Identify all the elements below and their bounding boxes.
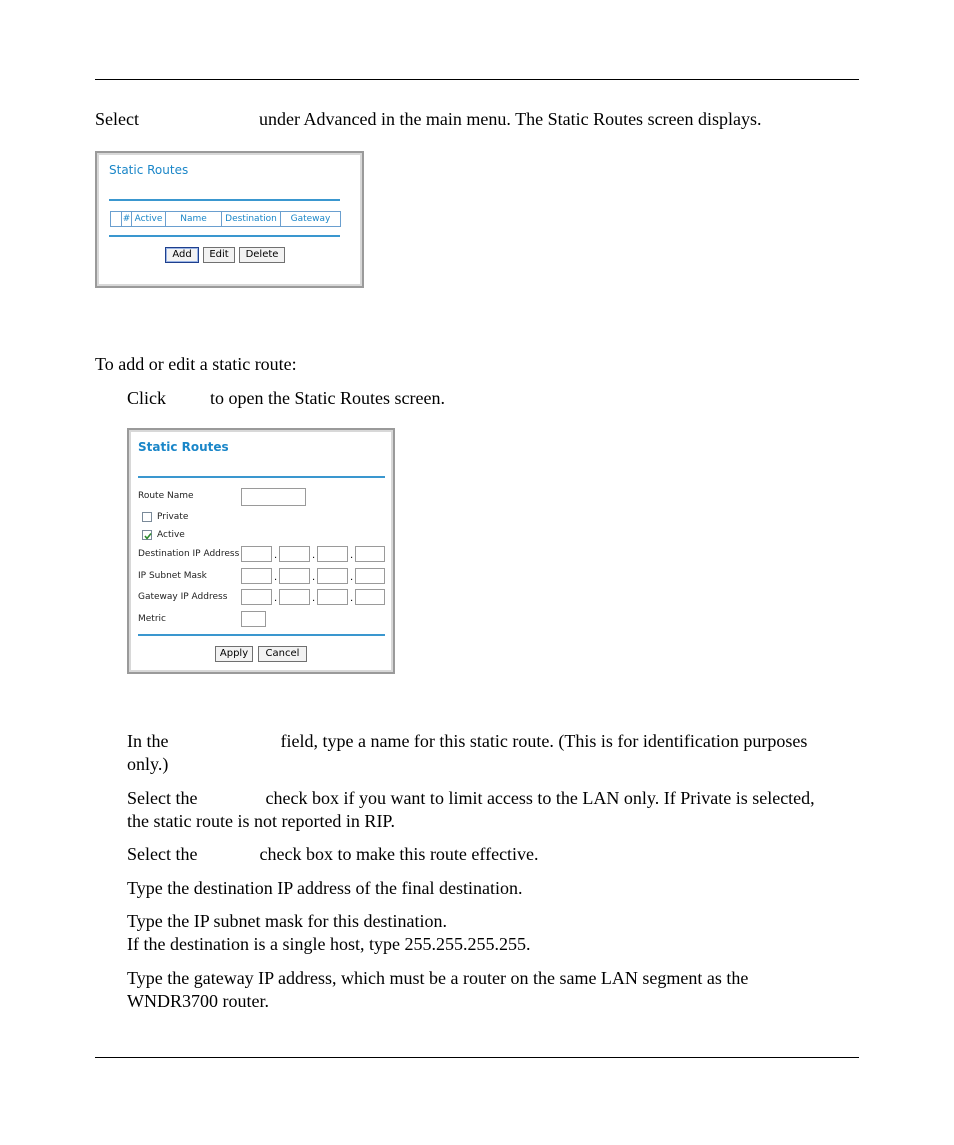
step-1-rest: to open the Static Routes screen. [210,388,445,408]
add-edit-heading: To add or edit a static route: [95,354,297,374]
step-5: Type the destination IP address of the final destination. [127,878,523,898]
ip-separator: . [350,550,354,561]
gateway-octet-2[interactable] [279,589,310,605]
form-title-divider [138,476,385,478]
cancel-button[interactable]: Cancel [258,646,307,662]
step-2-b: field, type a name for this static route. (This is for identification purposes [280,731,808,751]
intro-select-word: Select [95,109,139,129]
step-3-a: Select the [127,788,198,808]
step-4-b: check box to make this route effective. [259,844,539,864]
metric-input[interactable] [241,611,266,627]
col-number: # [122,214,131,224]
step-1-click: Click [127,388,166,408]
screen-title: Static Routes [109,163,189,177]
gateway-octet-4[interactable] [355,589,385,605]
ip-separator: . [312,550,316,561]
dest-ip-octet-2[interactable] [279,546,310,562]
metric-label: Metric [138,614,166,624]
ip-separator: . [350,572,354,583]
apply-button[interactable]: Apply [215,646,253,662]
col-active: Active [131,212,165,226]
ip-separator: . [274,593,278,604]
destination-ip-label: Destination IP Address [138,549,240,559]
dest-ip-octet-4[interactable] [355,546,385,562]
subnet-octet-3[interactable] [317,568,348,584]
route-name-input[interactable] [241,488,306,506]
static-routes-list-screen [95,151,364,288]
private-checkbox[interactable] [142,512,152,522]
ip-separator: . [312,572,316,583]
step-2-a: In the [127,731,169,751]
subnet-octet-2[interactable] [279,568,310,584]
gateway-octet-1[interactable] [241,589,272,605]
step-3-line-2: the static route is not reported in RIP. [127,811,395,831]
form-bottom-divider [138,634,385,636]
step-2-line-2: only.) [127,754,169,774]
header-rule [95,79,859,80]
edit-button[interactable]: Edit [203,247,235,263]
gateway-ip-label: Gateway IP Address [138,592,228,602]
step-3-line-1 [127,787,815,809]
ip-separator: . [274,550,278,561]
routes-table-header [110,211,341,227]
intro-text [95,108,762,130]
footer-rule [95,1057,859,1058]
intro-rest: under Advanced in the main menu. The Static Routes screen displays. [258,109,762,129]
static-routes-form-screen [127,428,395,674]
form-title: Static Routes [138,440,229,454]
active-label: Active [157,530,185,540]
checkmark-icon [143,531,153,541]
dest-ip-octet-3[interactable] [317,546,348,562]
subnet-octet-4[interactable] [355,568,385,584]
step-2-line-1 [127,730,807,752]
step-6-line-2: If the destination is a single host, type 255.255.255.255. [127,934,531,954]
ip-separator: . [350,593,354,604]
step-1 [127,387,445,409]
ip-separator: . [312,593,316,604]
gateway-octet-3[interactable] [317,589,348,605]
col-select [111,212,121,226]
private-label: Private [157,512,189,522]
col-gateway: Gateway [280,212,340,226]
dest-ip-octet-1[interactable] [241,546,272,562]
subnet-octet-1[interactable] [241,568,272,584]
col-name: Name [165,212,221,226]
step-4-a: Select the [127,844,198,864]
step-6-line-1: Type the IP subnet mask for this destination. [127,911,448,931]
table-divider [109,235,340,237]
add-button[interactable]: Add [165,247,199,263]
ip-separator: . [274,572,278,583]
step-4 [127,843,539,865]
route-name-label: Route Name [138,491,194,501]
active-checkbox[interactable] [142,530,152,540]
step-7-line-1: Type the gateway IP address, which must be a router on the same LAN segment as the [127,968,749,988]
title-divider [109,199,340,201]
subnet-mask-label: IP Subnet Mask [138,571,207,581]
step-3-b: check box if you want to limit access to the LAN only. If Private is selected, [265,788,815,808]
step-7-line-2: WNDR3700 router. [127,991,269,1011]
col-destination: Destination [221,212,280,226]
delete-button[interactable]: Delete [239,247,285,263]
